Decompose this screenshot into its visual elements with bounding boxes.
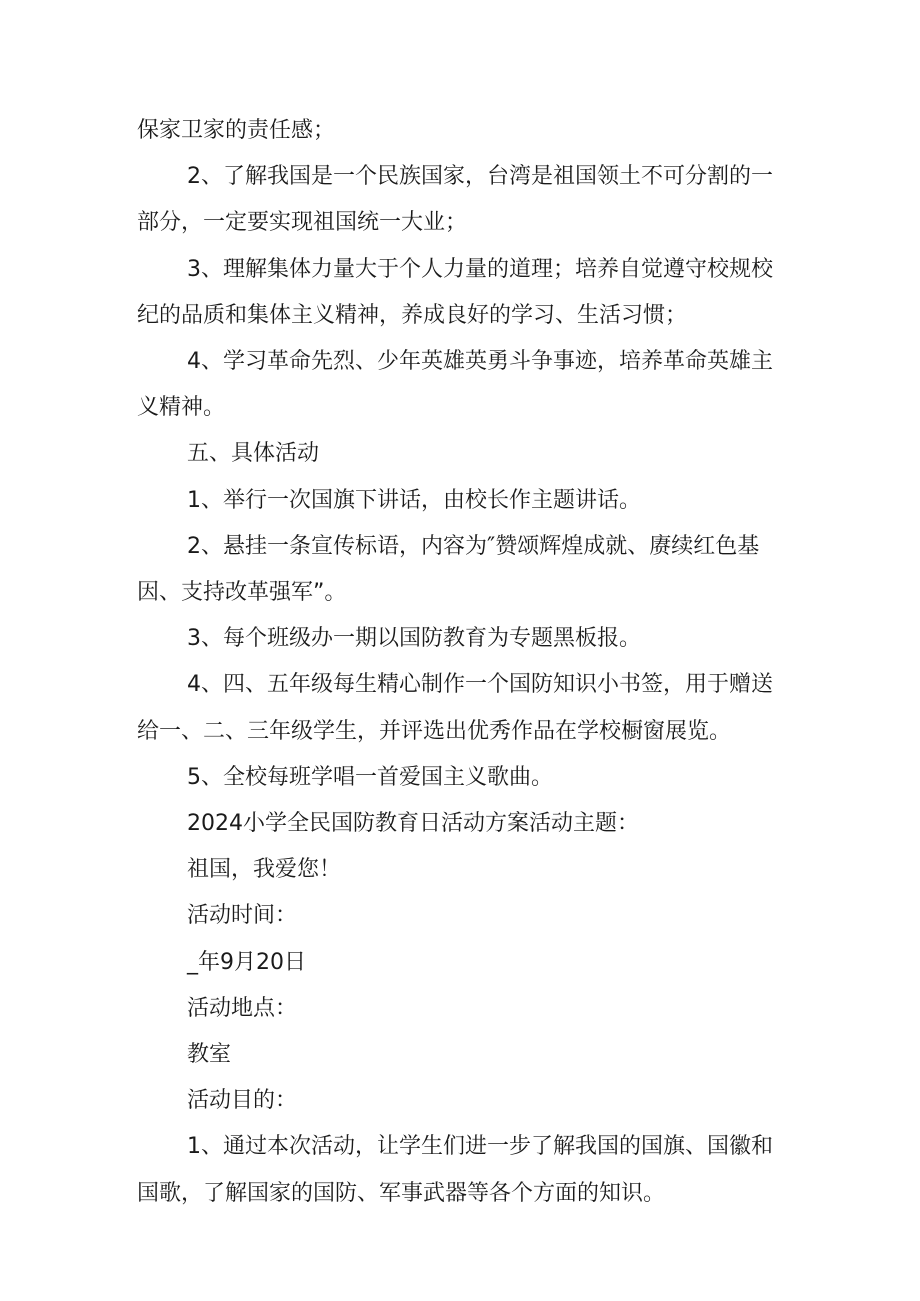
document-body [137,108,787,1217]
paragraph-continuation: 保家卫家的责任感； [137,118,336,143]
activity-item-3: 3、每个班级办一期以国防教育为专题黑板报。 [187,626,641,652]
time-value: _年9月20日 [187,949,306,975]
objective-item-4: 4、学习革命先烈、少年英雄英勇斗争事迹，培养革命英雄主义精神。 [137,349,773,421]
location-label: 活动地点： [187,995,298,1021]
activity-item-4: 4、四、五年级每生精心制作一个国防知识小书签，用于赠送给一、二、三年级学生，并评选出优秀作品在学校橱窗展览。 [137,672,773,744]
location-value: 教室 [187,1042,232,1068]
section-heading-activities: 五、具体活动 [187,441,320,467]
objective-item-3: 3、理解集体力量大于个人力量的道理；培养自觉遵守校规校纪的品质和集体主义精神，养成良好的学习、生活习惯； [137,256,773,328]
theme-value: 祖国，我爱您！ [187,857,342,883]
activity-item-5: 5、全校每班学唱一首爱国主义歌曲。 [187,764,553,790]
activity-item-1: 1、举行一次国旗下讲话，由校长作主题讲话。 [187,487,641,513]
purpose-item-1: 1、通过本次活动，让学生们进一步了解我国的国旗、国徽和国歌，了解国家的国防、军事武器等各个方面的知识。 [137,1134,773,1206]
purpose-label: 活动目的： [187,1088,298,1114]
plan-title-theme-label: 2024小学全民国防教育日活动方案活动主题： [187,811,639,837]
activity-item-2: 2、悬挂一条宣传标语，内容为″赞颂辉煌成就、赓续红色基因、支持改革强军”。 [137,533,760,606]
time-label: 活动时间： [187,903,298,929]
objective-item-2: 2、了解我国是一个民族国家，台湾是祖国领土不可分割的一部分，一定要实现祖国统一大业； [137,164,773,236]
